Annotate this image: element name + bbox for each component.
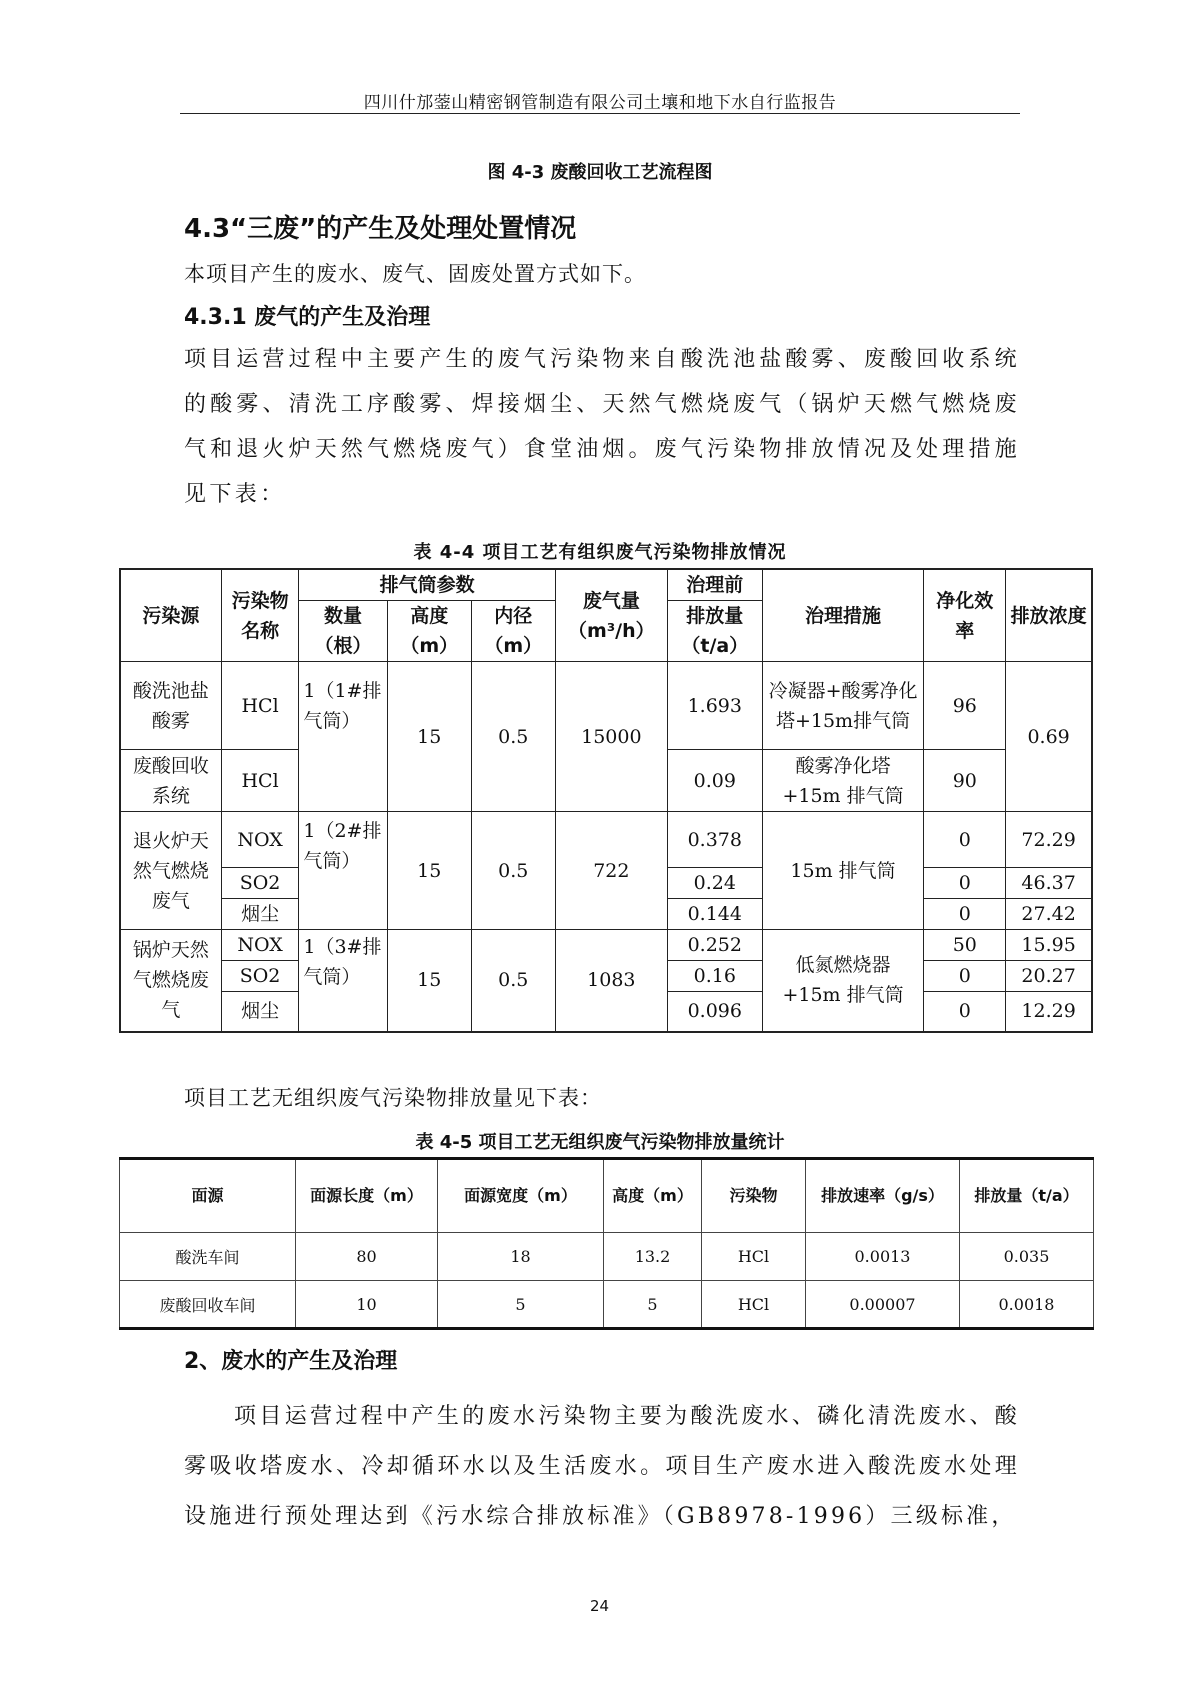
cell-concentration: 12.29	[1006, 992, 1092, 1032]
header-stack-params: 排气筒参数	[299, 569, 555, 601]
table-4-5	[119, 1157, 1094, 1330]
table-row	[120, 1281, 1094, 1329]
cell-efficiency: 0	[924, 812, 1006, 868]
header-amount: 排放量（t/a）	[960, 1159, 1094, 1233]
table-4-4	[119, 568, 1093, 1033]
cell-amount: 1.693	[667, 662, 762, 750]
cell-area-width: 5	[438, 1281, 604, 1329]
table-row	[120, 1233, 1094, 1281]
cell-efficiency: 0	[924, 992, 1006, 1032]
cell-concentration: 20.27	[1006, 961, 1092, 992]
header-efficiency: 净化效率	[924, 569, 1006, 662]
cell-pollutant: SO2	[221, 868, 299, 899]
cell-count: 1（2#排气筒）	[299, 812, 387, 930]
cell-concentration: 46.37	[1006, 868, 1092, 899]
cell-diameter: 0.5	[471, 812, 555, 930]
table-4-4-caption: 表 4-4 项目工艺有组织废气污染物排放情况	[413, 542, 787, 563]
cell-efficiency: 0	[924, 868, 1006, 899]
cell-pollutant: 烟尘	[221, 992, 299, 1032]
header-area-source: 面源	[120, 1159, 296, 1233]
cell-diameter: 0.5	[471, 930, 555, 1032]
header-pre-treat: 治理前	[667, 569, 762, 601]
figure-caption: 图 4-3 废酸回收工艺流程图	[487, 162, 713, 183]
cell-gas-volume: 1083	[555, 930, 667, 1032]
cell-pollutant: NOX	[221, 812, 299, 868]
document-header: 四川什邡蓥山精密钢管制造有限公司土壤和地下水自行监报告	[363, 93, 837, 113]
header-area-width: 面源宽度（m）	[438, 1159, 604, 1233]
cell-source: 退火炉天然气燃烧废气	[120, 812, 221, 930]
cell-area-width: 18	[438, 1233, 604, 1281]
cell-height: 5	[604, 1281, 702, 1329]
header-rule	[180, 113, 1020, 114]
header-amount: 排放量（t/a）	[667, 601, 762, 662]
subsection-title: 4.3.1 废气的产生及治理	[184, 305, 431, 330]
cell-source: 酸洗池盐酸雾	[120, 662, 221, 750]
cell-efficiency: 96	[924, 662, 1006, 750]
header-source: 污染源	[120, 569, 221, 662]
cell-concentration: 72.29	[1006, 812, 1092, 868]
cell-height: 15	[387, 812, 471, 930]
cell-amount: 0.035	[960, 1233, 1094, 1281]
cell-area-source: 酸洗车间	[120, 1233, 296, 1281]
header-diameter: 内径（m）	[471, 601, 555, 662]
cell-pollutant: SO2	[221, 961, 299, 992]
cell-concentration: 27.42	[1006, 899, 1092, 930]
cell-diameter: 0.5	[471, 662, 555, 812]
wastewater-paragraph: 项目运营过程中产生的废水污染物主要为酸洗废水、磷化清洗废水、酸雾吸收塔废水、冷却循环水以及生活废水。项目生产废水进入酸洗废水处理设施进行预处理达到《污水综合排放标准》（GB8978-1996）三级标准，	[184, 1404, 1020, 1529]
section-intro: 本项目产生的废水、废气、固废处置方式如下。	[184, 262, 646, 286]
cell-source: 废酸回收系统	[120, 750, 221, 812]
cell-pollutant: HCl	[702, 1233, 806, 1281]
cell-measure: 低氮燃烧器+15m 排气筒	[762, 930, 924, 1032]
cell-efficiency: 50	[924, 930, 1006, 961]
section-title: 4.3“三废”的产生及处理处置情况	[184, 214, 577, 244]
table-4-5-caption: 表 4-5 项目工艺无组织废气污染物排放量统计	[415, 1132, 785, 1153]
header-rate: 排放速率（g/s）	[806, 1159, 960, 1233]
header-count: 数量（根）	[299, 601, 387, 662]
cell-amount: 0.096	[667, 992, 762, 1032]
cell-height: 13.2	[604, 1233, 702, 1281]
cell-rate: 0.0013	[806, 1233, 960, 1281]
cell-pollutant: HCl	[702, 1281, 806, 1329]
cell-height: 15	[387, 662, 471, 812]
page-number: 24	[589, 1597, 610, 1615]
cell-efficiency: 0	[924, 961, 1006, 992]
cell-efficiency: 0	[924, 899, 1006, 930]
cell-measure: 酸雾净化塔+15m 排气筒	[762, 750, 924, 812]
cell-area-length: 80	[296, 1233, 438, 1281]
wastewater-section-title: 2、废水的产生及治理	[184, 1349, 398, 1374]
table-4-5-intro: 项目工艺无组织废气污染物排放量见下表：	[184, 1086, 602, 1110]
cell-amount: 0.378	[667, 812, 762, 868]
cell-source: 锅炉天然气燃烧废气	[120, 930, 221, 1032]
cell-pollutant: NOX	[221, 930, 299, 961]
cell-gas-volume: 15000	[555, 662, 667, 812]
cell-amount: 0.144	[667, 899, 762, 930]
header-measure: 治理措施	[762, 569, 924, 662]
exhaust-paragraph: 项目运营过程中主要产生的废气污染物来自酸洗池盐酸雾、废酸回收系统的酸雾、清洗工序酸雾、焊接烟尘、天然气燃烧废气（锅炉天燃气燃烧废气和退火炉天然气燃烧废气）食堂油烟。废气污染物排放情况及处理措施见下表：	[184, 347, 1020, 507]
cell-count: 1（1#排气筒）	[299, 662, 387, 812]
header-height: 高度（m）	[604, 1159, 702, 1233]
header-gas-volume: 废气量（m³/h）	[555, 569, 667, 662]
cell-efficiency: 90	[924, 750, 1006, 812]
cell-measure: 15m 排气筒	[762, 812, 924, 930]
cell-pollutant: 烟尘	[221, 899, 299, 930]
cell-measure: 冷凝器+酸雾净化塔+15m排气筒	[762, 662, 924, 750]
cell-amount: 0.24	[667, 868, 762, 899]
cell-area-source: 废酸回收车间	[120, 1281, 296, 1329]
header-pollutant: 污染物名称	[221, 569, 299, 662]
cell-pollutant: HCl	[221, 750, 299, 812]
cell-area-length: 10	[296, 1281, 438, 1329]
cell-concentration: 15.95	[1006, 930, 1092, 961]
cell-height: 15	[387, 930, 471, 1032]
cell-amount: 0.09	[667, 750, 762, 812]
cell-gas-volume: 722	[555, 812, 667, 930]
cell-rate: 0.00007	[806, 1281, 960, 1329]
header-area-length: 面源长度（m）	[296, 1159, 438, 1233]
header-height: 高度（m）	[387, 601, 471, 662]
cell-amount: 0.0018	[960, 1281, 1094, 1329]
cell-pollutant: HCl	[221, 662, 299, 750]
cell-amount: 0.16	[667, 961, 762, 992]
header-concentration: 排放浓度	[1006, 569, 1092, 662]
header-pollutant: 污染物	[702, 1159, 806, 1233]
cell-amount: 0.252	[667, 930, 762, 961]
cell-concentration: 0.69	[1006, 662, 1092, 812]
cell-count: 1（3#排气筒）	[299, 930, 387, 1032]
